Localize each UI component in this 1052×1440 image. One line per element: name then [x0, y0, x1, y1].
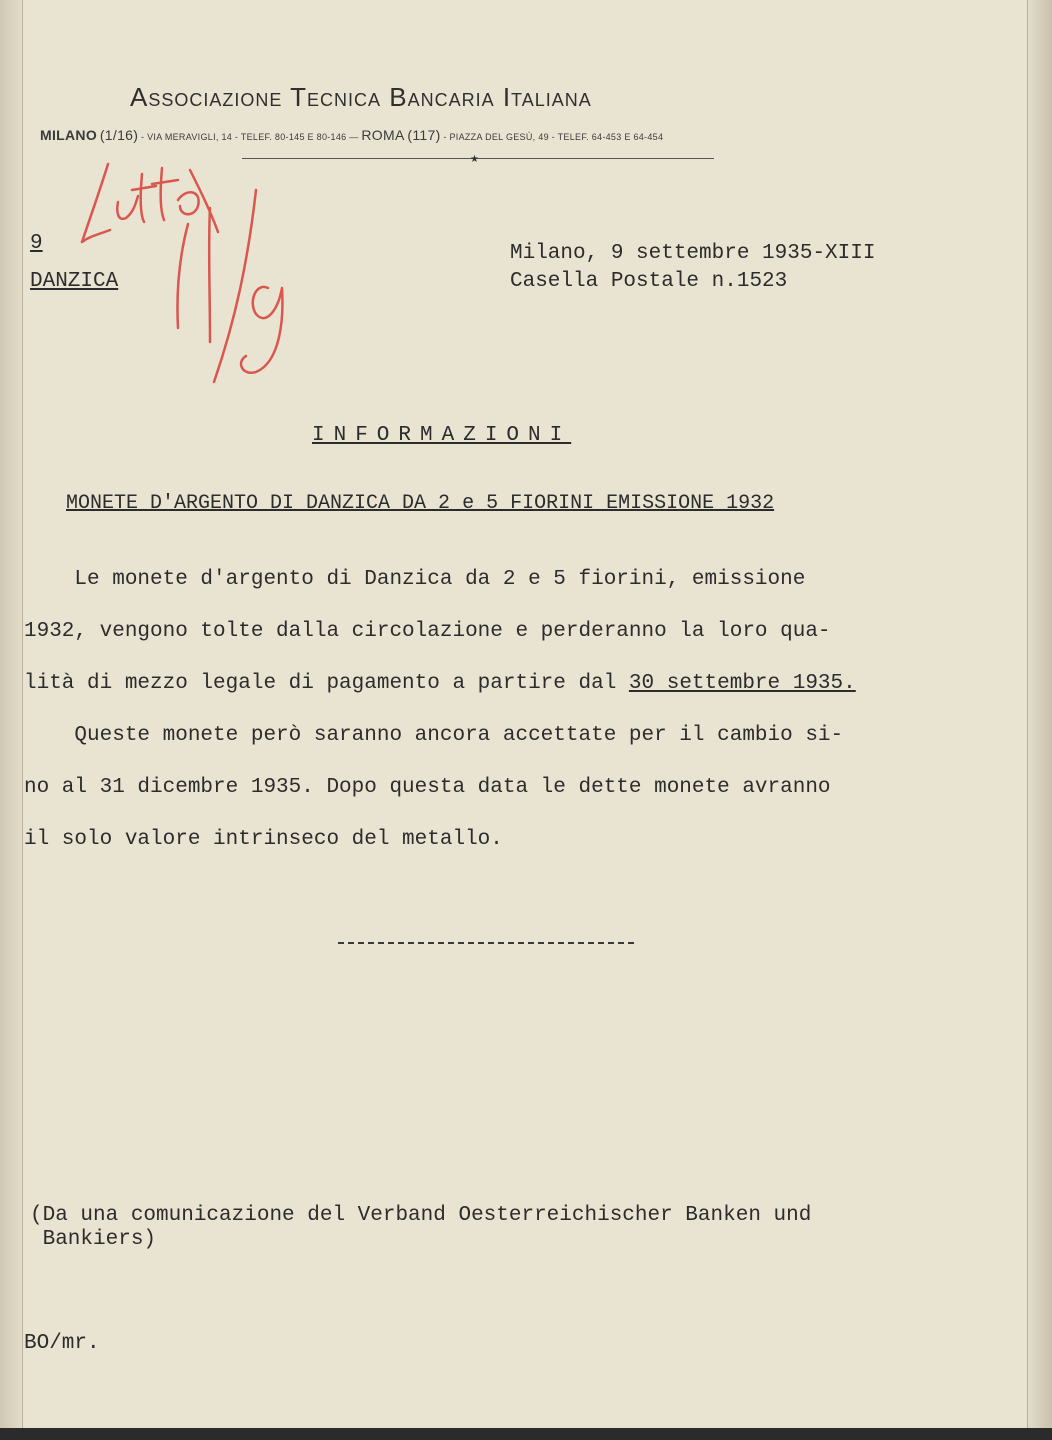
letterhead-roma-address: - PIAZZA DEL GESÙ, 49 - TELEF. 64-453 E 64-454	[443, 132, 664, 142]
reference-subject: DANZICA	[30, 270, 119, 293]
body-line-6: il solo valore intrinseco del metallo.	[24, 828, 503, 851]
star-icon: ★	[470, 154, 479, 165]
page-title: INFORMAZIONI	[312, 424, 572, 447]
document-subtitle: MONETE D'ARGENTO DI DANZICA DA 2 e 5 FIORINI EMISSIONE 1932	[66, 492, 775, 515]
letterhead-address	[40, 127, 940, 143]
handwritten-annotation	[60, 150, 320, 410]
deadline-date: 30 settembre 1935.	[628, 672, 856, 695]
reference-number: 9	[30, 232, 43, 255]
letterhead-milano-postcode: (1/16)	[99, 127, 139, 143]
letterhead-milano-address: - VIA MERAVIGLI, 14 - TELEF. 80-145 E 80-146 —	[141, 132, 359, 142]
letterhead-roma: ROMA	[361, 127, 405, 143]
typist-initials: BO/mr.	[24, 1332, 100, 1355]
body-line-3	[24, 672, 856, 695]
page-edge-bottom	[0, 1428, 1052, 1440]
source-note-line-2: Bankiers)	[30, 1228, 157, 1251]
letterhead-roma-postcode: (117)	[407, 127, 441, 143]
body-line-5: no al 31 dicembre 1935. Dopo questa data le dette monete avranno	[24, 776, 831, 799]
body-line-4: Queste monete però saranno ancora accettate per il cambio si-	[24, 724, 844, 747]
dateline-pobox: Casella Postale n.1523	[510, 270, 788, 293]
body-line-1: Le monete d'argento di Danzica da 2 e 5 fiorini, emissione	[24, 568, 806, 591]
closing-divider	[338, 942, 634, 944]
letterhead-org-name: Associazione Tecnica Bancaria Italiana	[130, 82, 592, 112]
body-line-2: 1932, vengono tolte dalla circolazione e perderanno la loro qua-	[24, 620, 831, 643]
source-note-line-1: (Da una comunicazione del Verband Oesterreichischer Banken und	[30, 1204, 812, 1227]
letterhead-milano: MILANO	[40, 127, 98, 143]
body-line-3-text: lità di mezzo legale di pagamento a partire dal	[24, 672, 629, 695]
dateline-date: Milano, 9 settembre 1935-XIII	[510, 242, 876, 265]
page-edge-right	[1027, 0, 1052, 1440]
binding-edge	[0, 0, 23, 1440]
